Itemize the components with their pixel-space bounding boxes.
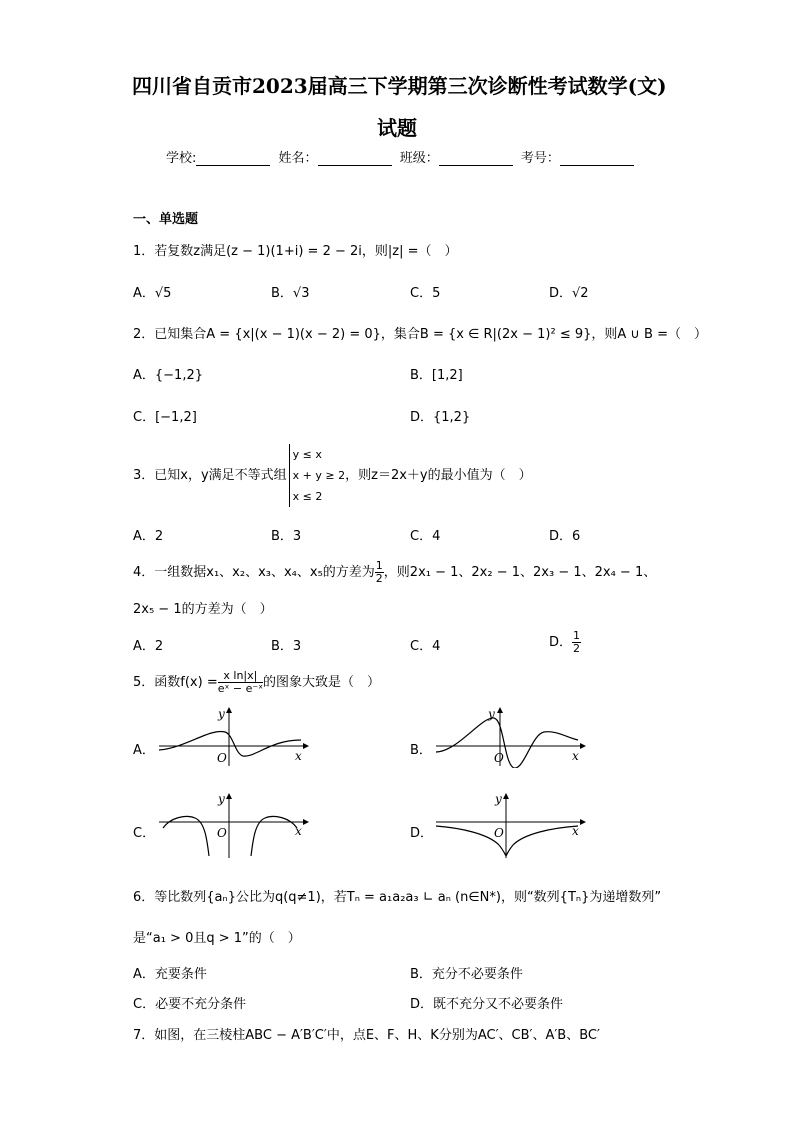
school-label: 学校: [166, 151, 197, 166]
q5-stem-post: 的图象大致是（ ） [263, 675, 381, 690]
x-axis-arrow [303, 743, 309, 749]
question-6-stem-line2: 是“a₁ > 0且q > 1”的（ ） [133, 931, 301, 946]
q4-frac-den: 2 [375, 572, 383, 585]
q5-fraction [218, 670, 263, 695]
q3-stem-post: ，则z＝2x＋y的最小值为（ ） [345, 468, 532, 483]
q3-cond-2: x + y ≥ 2 [292, 469, 346, 482]
curve [436, 718, 578, 768]
curve [159, 731, 301, 756]
q4-option-d-fraction [572, 630, 581, 655]
x-label: x [572, 824, 579, 838]
q4-option-d[interactable] [549, 630, 581, 655]
q4-stem-pre: 4．一组数据x₁、x₂、x₃、x₄、x₅的方差为 [133, 565, 375, 580]
q2-option-d[interactable]: D．{1,2} [410, 410, 471, 425]
q4-d-den: 2 [573, 642, 581, 655]
q5-option-c[interactable]: C． [133, 826, 156, 841]
school-field[interactable] [196, 151, 270, 166]
y-label: y [218, 792, 225, 806]
curve-right [506, 826, 578, 856]
x-label: x [295, 749, 302, 763]
q5-graph-d[interactable] [432, 790, 587, 860]
x-axis-arrow [580, 819, 586, 825]
x-label: x [572, 749, 579, 763]
section-heading: 一、单选题 [133, 212, 199, 227]
origin-label: O [494, 751, 504, 765]
y-axis-arrow [503, 793, 509, 799]
q3-option-c[interactable]: C．4 [410, 529, 441, 544]
q4-fraction [375, 560, 384, 585]
q5-graph-a[interactable] [155, 706, 310, 768]
q2-option-b[interactable]: B．[1,2] [410, 368, 463, 383]
y-axis-arrow [226, 793, 232, 799]
q3-cond-1: y ≤ x [292, 448, 322, 461]
y-label: y [218, 707, 225, 721]
q5-option-d[interactable]: D． [410, 826, 434, 841]
y-axis-arrow [226, 707, 232, 713]
q1-option-c[interactable]: C．5 [410, 286, 441, 301]
q6-option-c[interactable]: C．必要不充分条件 [133, 997, 247, 1012]
origin-label: O [217, 826, 227, 840]
page-title-line2: 试题 [377, 116, 417, 140]
q4-frac-num: 1 [375, 559, 383, 572]
q5-option-a[interactable]: A． [133, 743, 155, 758]
q1-option-b[interactable]: B．√3 [271, 286, 310, 301]
origin-label: O [217, 751, 227, 765]
q4-option-b[interactable]: B．3 [271, 639, 302, 654]
question-7-stem: 7．如图，在三棱柱ABC − A′B′C′中，点E、F、H、K分别为AC′、CB′、A′B、BC′ [133, 1028, 600, 1043]
question-5-stem [133, 670, 380, 695]
q6-option-a[interactable]: A．充要条件 [133, 967, 207, 982]
question-6-stem: 6．等比数列{aₙ}公比为q(q≠1)，若Tₙ = a₁a₂a₃ ∟ aₙ (n∈N*)，则“数列{Tₙ}为递增数列” [133, 890, 662, 905]
q5-graph-b[interactable] [432, 706, 587, 768]
q3-option-a[interactable]: A．2 [133, 529, 164, 544]
q3-option-d[interactable]: D．6 [549, 529, 581, 544]
x-label: x [295, 824, 302, 838]
q2-option-a[interactable]: A．{−1,2} [133, 368, 204, 383]
q5-frac-num: x ln|x| [218, 670, 263, 683]
q5-frac-den: eˣ − e⁻ˣ [217, 682, 264, 695]
x-axis-arrow [580, 743, 586, 749]
name-field[interactable] [318, 151, 392, 166]
class-label: 班级： [399, 151, 439, 166]
class-field[interactable] [439, 151, 513, 166]
origin-label: O [494, 826, 504, 840]
q5-option-b[interactable]: B． [410, 743, 432, 758]
question-3-stem [133, 444, 532, 507]
q4-stem-post: ，则2x₁ − 1、2x₂ − 1、2x₃ − 1、2x₄ − 1、 [383, 565, 657, 580]
q4-d-num: 1 [573, 629, 581, 642]
q3-system-brace [289, 444, 345, 507]
q6-option-d[interactable]: D．既不充分又不必要条件 [410, 997, 564, 1012]
q3-stem-pre: 3．已知x，y满足不等式组 [133, 468, 287, 483]
name-label: 姓名： [278, 151, 318, 166]
q3-option-b[interactable]: B．3 [271, 529, 302, 544]
exam-no-field[interactable] [560, 151, 634, 166]
question-1-stem: 1．若复数z满足(z − 1)(1+i) = 2 − 2i，则|z| =（ ） [133, 244, 458, 259]
q4-option-a[interactable]: A．2 [133, 639, 164, 654]
question-2-stem: 2．已知集合A = {x|(x − 1)(x − 2) = 0}，集合B = {x ∈ R|(2x − 1)² ≤ 9}，则A ∪ B =（ ） [133, 327, 707, 342]
q1-option-d[interactable]: D．√2 [549, 286, 589, 301]
y-axis-arrow [497, 707, 503, 713]
q3-cond-3: x ≤ 2 [292, 490, 323, 503]
y-label: y [495, 792, 502, 806]
x-axis-arrow [303, 819, 309, 825]
question-4-stem [133, 560, 656, 585]
q1-option-a[interactable]: A．√5 [133, 286, 172, 301]
q2-option-c[interactable]: C．[−1,2] [133, 410, 197, 425]
q5-stem-pre: 5．函数f(x) = [133, 675, 218, 690]
q4-option-c[interactable]: C．4 [410, 639, 441, 654]
q5-graph-c[interactable] [155, 790, 310, 860]
q4-option-d-label: D． [549, 635, 573, 650]
question-4-stem-line2: 2x₅ − 1的方差为（ ） [133, 602, 273, 617]
page-title: 四川省自贡市2023届高三下学期第三次诊断性考试数学(文) [132, 74, 667, 98]
exam-no-label: 考号： [520, 151, 560, 166]
y-label: y [488, 707, 495, 721]
q6-option-b[interactable]: B．充分不必要条件 [410, 967, 523, 982]
student-info-row [166, 147, 638, 166]
